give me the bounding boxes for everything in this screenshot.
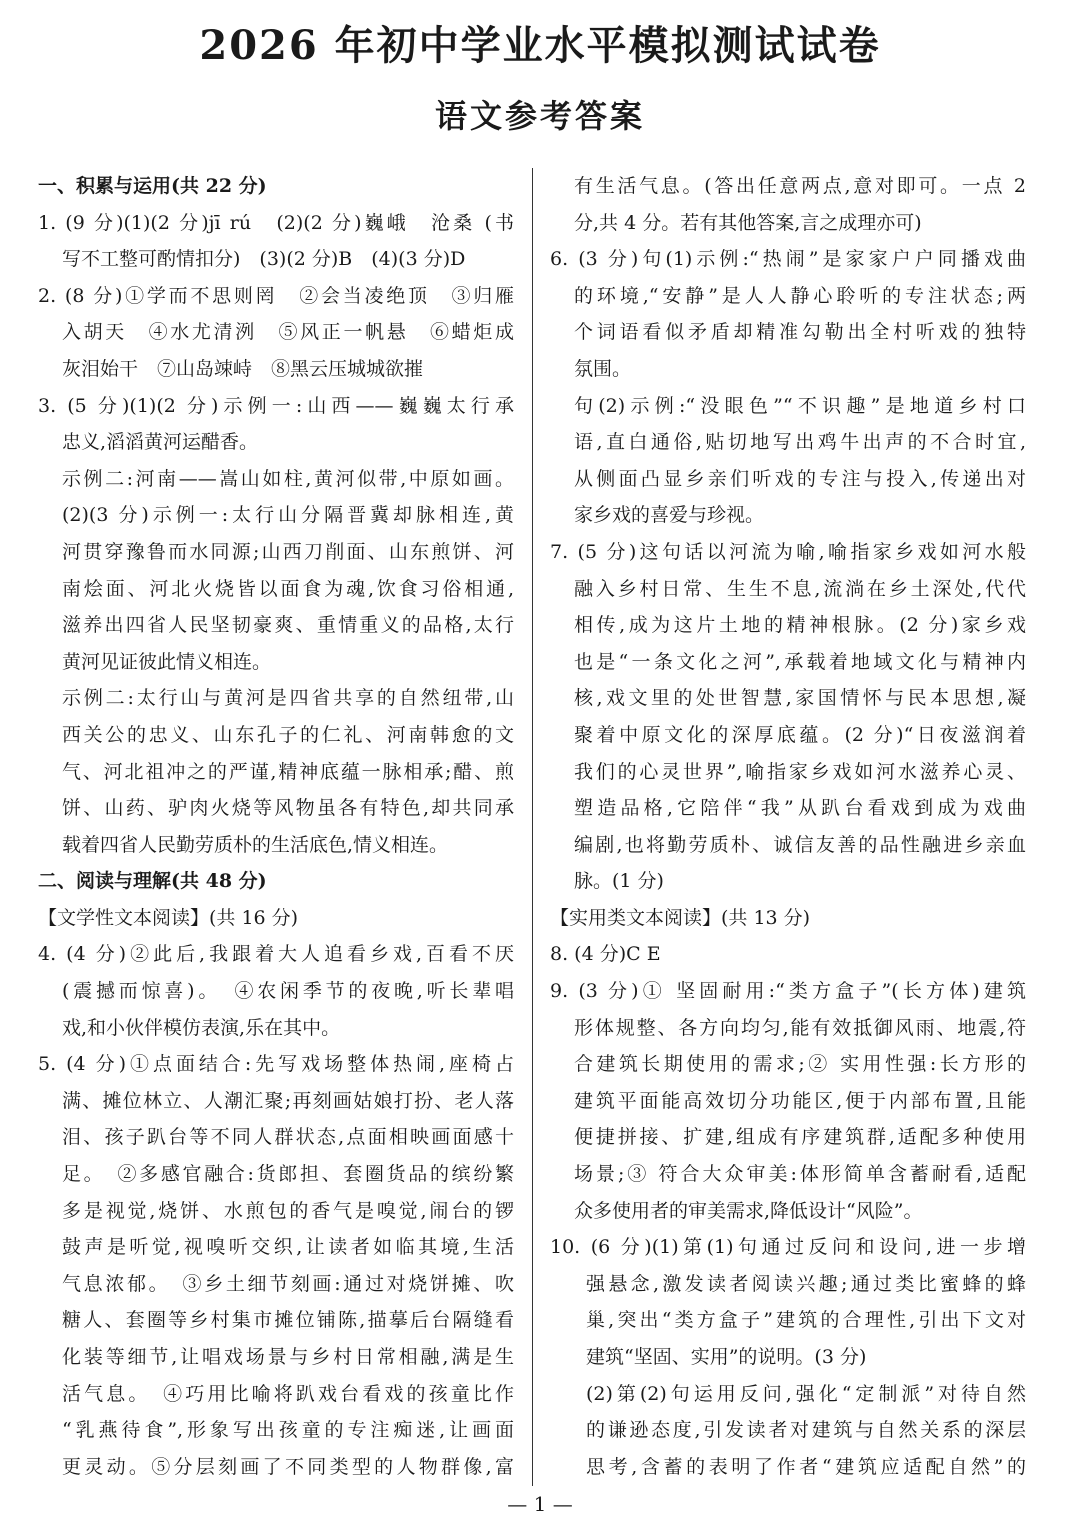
- text-line: 语,直白通俗,贴切地写出鸡牛出声的不合时宜,: [574, 431, 1026, 454]
- text-line: 入胡天 ④水尤清洌 ⑤风正一帆悬 ⑥蜡炬成: [62, 321, 514, 344]
- text-line: 便捷拼接、扩建,组成有序建筑群,适配多种使用: [574, 1126, 1026, 1149]
- text-line: 有生活气息。(答出任意两点,意对即可。一点 2: [574, 175, 1026, 197]
- text-line: 一、积累与运用(共 22 分): [38, 175, 267, 197]
- text-line: 泪、孩子趴台等不同人群状态,点面相映画面感十: [62, 1126, 514, 1149]
- text-line: 糖人、套圈等乡村集市摊位铺陈,描摹后台隔缝看: [62, 1309, 514, 1332]
- text-line: 融入乡村日常、生生不息,流淌在乡土深处,代代: [574, 577, 1026, 600]
- text-line: 的环境,“安静”是人人静心聆听的专注状态;两: [574, 284, 1026, 307]
- text-line: 【文学性文本阅读】(共 16 分): [38, 906, 299, 929]
- text-line: 句(2)示例:“没眼色”“不识趣”是地道乡村口: [574, 394, 1026, 417]
- text-line: 编剧,也将勤劳质朴、诚信友善的品性融进乡亲血: [574, 833, 1026, 856]
- text-line: “乳燕待食”,形象写出孩童的专注痴迷,让画面: [62, 1419, 514, 1442]
- text-line: 的谦逊态度,引发读者对建筑与自然关系的深层: [586, 1419, 1026, 1442]
- text-line: 饼、山药、驴肉火烧等风物虽各有特色,却共同承: [62, 797, 514, 820]
- text-line: 西关公的忠义、山东孔子的仁礼、河南韩愈的文: [62, 723, 514, 746]
- text-line: 塑造品格,它陪伴“我”从趴台看戏到成为戏曲: [574, 797, 1026, 820]
- text-line: 二、阅读与理解(共 48 分): [38, 870, 267, 893]
- text-line: 8. (4 分)C E: [550, 943, 661, 966]
- page-number: — 1 —: [507, 1492, 573, 1516]
- text-line: 1. (9 分)(1)(2 分)jī rú (2)(2 分)巍峨 沧桑 (书: [38, 211, 514, 234]
- text-line: 氛围。: [574, 357, 632, 380]
- text-line: 从侧面凸显乡亲们听戏的专注与投入,传递出对: [574, 467, 1026, 490]
- text-line: 滋养出四省人民坚韧豪爽、重情重义的品格,太行: [62, 614, 514, 637]
- text-line: 气、河北祖冲之的严谨,精神底蕴一脉相承;醋、煎: [62, 760, 514, 783]
- text-line: 鼓声是听觉,视嗅听交织,让读者如临其境,生活: [62, 1236, 514, 1259]
- page-title: 2026 年初中学业水平模拟测试试卷: [199, 22, 881, 69]
- page-subtitle: 语文参考答案: [434, 97, 645, 135]
- text-line: 强悬念,激发读者阅读兴趣;通过类比蜜蜂的蜂: [586, 1272, 1026, 1295]
- text-line: 满、摊位林立、人潮汇聚;再刻画姑娘打扮、老人落: [62, 1089, 514, 1112]
- text-line: 示例二:河南——嵩山如柱,黄河似带,中原如画。: [62, 467, 514, 490]
- text-line: 4. (4 分)②此后,我跟着大人追看乡戏,百看不厌: [38, 943, 514, 966]
- text-line: 示例二:太行山与黄河是四省共享的自然纽带,山: [62, 687, 514, 710]
- text-line: 载着四省人民勤劳质朴的生活底色,情义相连。: [62, 833, 449, 856]
- text-line: 活气息。 ④巧用比喻将趴戏台看戏的孩童比作: [62, 1382, 514, 1405]
- right-column: [550, 168, 1026, 1485]
- text-line: 脉。(1 分): [574, 870, 664, 893]
- text-line: 气息浓郁。 ③乡土细节刻画:通过对烧饼摊、吹: [62, 1272, 514, 1295]
- left-column: [38, 168, 514, 1485]
- text-line: 2. (8 分)①学而不思则罔 ②会当凌绝顶 ③归雁: [38, 284, 514, 307]
- text-line: 5. (4 分)①点面结合:先写戏场整体热闹,座椅占: [38, 1053, 514, 1076]
- text-line: 黄河见证彼此情义相连。: [62, 650, 272, 673]
- text-line: 合建筑长期使用的需求;② 实用性强:长方形的: [574, 1053, 1026, 1076]
- text-line: (震撼而惊喜)。 ④农闲季节的夜晚,听长辈唱: [62, 980, 514, 1003]
- text-line: 建筑“坚固、实用”的说明。(3 分): [586, 1346, 867, 1368]
- text-line: 南烩面、河北火烧皆以面食为魂,饮食习俗相通,: [62, 577, 514, 600]
- text-line: 家乡戏的喜爱与珍视。: [574, 504, 765, 527]
- text-line: 10. (6 分)(1)第(1)句通过反问和设问,进一步增: [550, 1236, 1026, 1259]
- text-line: 众多使用者的审美需求,降低设计“风险”。: [574, 1199, 923, 1222]
- text-line: 也是“一条文化之河”,承载着地域文化与精神内: [574, 650, 1026, 673]
- text-line: 场景;③ 符合大众审美:体形简单含蓄耐看,适配: [574, 1163, 1026, 1186]
- text-line: 9. (3 分)① 坚固耐用:“类方盒子”(长方体)建筑: [550, 980, 1026, 1003]
- text-line: 核,戏文里的处世智慧,家国情怀与民本思想,凝: [574, 687, 1026, 710]
- text-line: 忠义,滔滔黄河运醋香。: [62, 431, 259, 454]
- text-line: 建筑平面能高效切分功能区,便于内部布置,且能: [574, 1089, 1026, 1112]
- text-line: 分,共 4 分。若有其他答案,言之成理亦可): [574, 211, 922, 234]
- text-line: 形体规整、各方向均匀,能有效抵御风雨、地震,符: [574, 1016, 1026, 1039]
- text-line: 河贯穿豫鲁而水同源;山西刀削面、山东煎饼、河: [62, 540, 514, 563]
- text-line: 足。 ②多感官融合:货郎担、套圈货品的缤纷繁: [62, 1163, 514, 1186]
- text-line: 思考,含蓄的表明了作者“建筑应适配自然”的: [586, 1455, 1026, 1478]
- text-line: (2)第(2)句运用反问,强化“定制派”对待自然: [586, 1382, 1026, 1405]
- text-line: 相传,成为这片土地的精神根脉。(2 分)家乡戏: [574, 614, 1026, 637]
- text-line: 【实用类文本阅读】(共 13 分): [550, 906, 811, 929]
- text-line: 化装等细节,让唱戏场景与乡村日常相融,满是生: [62, 1346, 514, 1368]
- text-line: 戏,和小伙伴模仿表演,乐在其中。: [62, 1016, 341, 1039]
- column-divider: [532, 168, 533, 1486]
- text-line: 7. (5 分)这句话以河流为喻,喻指家乡戏如河水般: [550, 540, 1026, 563]
- text-line: 更灵动。⑤分层刻画了不同类型的人物群像,富: [62, 1455, 514, 1478]
- text-line: 多是视觉,烧饼、水煎包的香气是嗅觉,闹台的锣: [62, 1199, 514, 1222]
- text-line: 写不工整可酌情扣分) (3)(2 分)B (4)(3 分)D: [62, 248, 466, 271]
- text-line: 巢,突出“类方盒子”建筑的合理性,引出下文对: [586, 1309, 1026, 1332]
- text-line: 3. (5 分)(1)(2 分)示例一:山西——巍巍太行承: [38, 394, 514, 417]
- text-line: 个词语看似矛盾却精准勾勒出全村听戏的独特: [574, 321, 1026, 344]
- text-line: 聚着中原文化的深厚底蕴。(2 分)“日夜滋润着: [574, 723, 1026, 746]
- text-line: (2)(3 分)示例一:太行山分隔晋冀却脉相连,黄: [62, 504, 514, 527]
- text-line: 我们的心灵世界”,喻指家乡戏如河水滋养心灵、: [574, 760, 1026, 783]
- text-line: 灰泪始干 ⑦山岛竦峙 ⑧黑云压城城欲摧: [62, 357, 424, 380]
- text-line: 6. (3 分)句(1)示例:“热闹”是家家户户同播戏曲: [550, 248, 1026, 271]
